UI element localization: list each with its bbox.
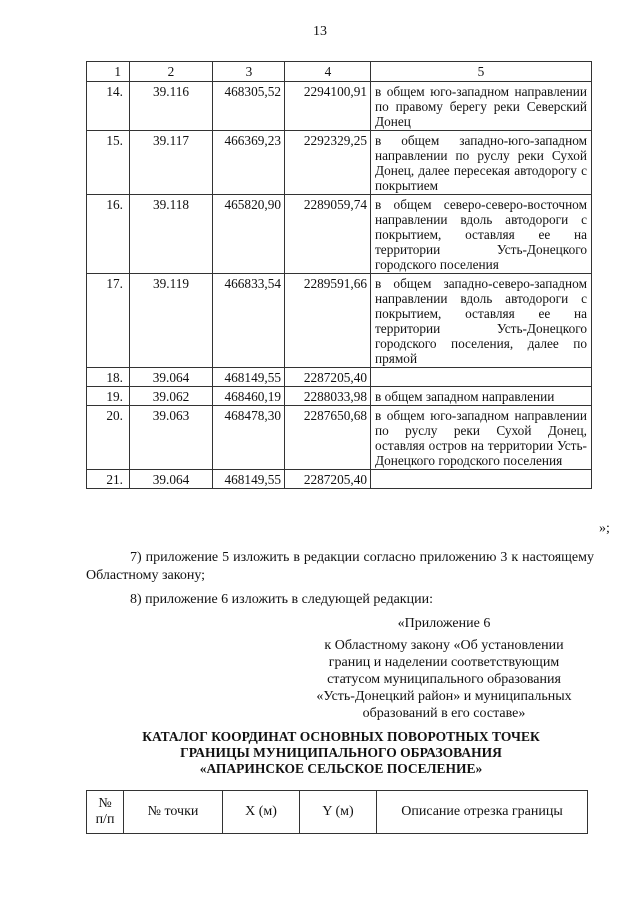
segment-description: в общем юго-западном направлении по правому берегу реки Северский Донец — [371, 82, 592, 131]
y-coordinate: 2294100,91 — [285, 82, 371, 131]
segment-description: в общем западно-юго-западном направлении по руслу реки Сухой Донец, далее пересекая автодорогу с покрытием — [371, 131, 592, 195]
header-cell-2: 2 — [130, 62, 213, 82]
point-number: 39.063 — [130, 406, 213, 470]
y-coordinate: 2287205,40 — [285, 470, 371, 489]
header-x: X (м) — [223, 791, 300, 834]
row-number: 17. — [87, 274, 130, 368]
catalog-title-line: КАТАЛОГ КООРДИНАТ ОСНОВНЫХ ПОВОРОТНЫХ ТОЧЕК — [142, 729, 540, 744]
point-number: 39.118 — [130, 195, 213, 274]
point-number: 39.062 — [130, 387, 213, 406]
x-coordinate: 468149,55 — [213, 368, 285, 387]
y-coordinate: 2287205,40 — [285, 368, 371, 387]
catalog-title — [86, 729, 596, 777]
point-number: 39.064 — [130, 470, 213, 489]
y-coordinate: 2288033,98 — [285, 387, 371, 406]
x-coordinate: 468305,52 — [213, 82, 285, 131]
appendix-description-line: образований в его составе» — [362, 706, 526, 721]
table-row — [87, 274, 592, 368]
header-point-number: № точки — [124, 791, 223, 834]
table-row — [87, 406, 592, 470]
catalog-header-row — [87, 791, 588, 834]
appendix-description-line: границ и наделении соответствующим — [328, 655, 560, 670]
header-description: Описание отрезка границы — [377, 791, 588, 834]
page-number: 13 — [313, 24, 327, 39]
header-y: Y (м) — [300, 791, 377, 834]
appendix-description — [292, 637, 596, 722]
appendix-description-line: к Областному закону «Об установлении — [324, 638, 564, 653]
point-number: 39.116 — [130, 82, 213, 131]
header-row-number — [87, 791, 124, 834]
x-coordinate: 468149,55 — [213, 470, 285, 489]
row-number: 19. — [87, 387, 130, 406]
table-row — [87, 368, 592, 387]
segment-description: в общем северо-северо-восточном направлении вдоль автодороги с покрытием, оставляя ее на территории Усть-Донецкого городского поселения — [371, 195, 592, 274]
row-number: 15. — [87, 131, 130, 195]
table-row — [87, 387, 592, 406]
header-cell-1: 1 — [87, 62, 130, 82]
header-cell-4: 4 — [285, 62, 371, 82]
row-number: 20. — [87, 406, 130, 470]
y-coordinate: 2289591,66 — [285, 274, 371, 368]
catalog-table — [86, 790, 588, 834]
y-coordinate: 2292329,25 — [285, 131, 371, 195]
segment-description: в общем западно-северо-западном направлении вдоль автодороги с покрытием, оставляя ее на территории Усть-Донецкого городского поселения, далее по прямой — [371, 274, 592, 368]
paragraph-item-7: 7) приложение 5 изложить в редакции согласно приложению 3 к настоящему Областному закону; — [86, 550, 594, 583]
header-number-abbrev: п/п — [95, 812, 115, 827]
x-coordinate: 466833,54 — [213, 274, 285, 368]
appendix-description-line: статусом муниципального образования — [327, 672, 561, 687]
closing-quote: »; — [599, 521, 610, 536]
catalog-title-line: ГРАНИЦЫ МУНИЦИПАЛЬНОГО ОБРАЗОВАНИЯ — [180, 745, 502, 760]
x-coordinate: 466369,23 — [213, 131, 285, 195]
point-number: 39.119 — [130, 274, 213, 368]
catalog-title-line: «АПАРИНСКОЕ СЕЛЬСКОЕ ПОСЕЛЕНИЕ» — [199, 761, 483, 776]
header-cell-3: 3 — [213, 62, 285, 82]
header-cell-5: 5 — [371, 62, 592, 82]
segment-description: в общем западном направлении — [371, 387, 592, 406]
row-number: 16. — [87, 195, 130, 274]
row-number: 14. — [87, 82, 130, 131]
paragraph-item-8: 8) приложение 6 изложить в следующей редакции: — [130, 592, 433, 607]
appendix-title: «Приложение 6 — [397, 616, 491, 631]
row-number: 21. — [87, 470, 130, 489]
segment-description: в общем юго-западном направлении по руслу реки Сухой Донец, оставляя остров на территории Усть-Донецкого городского поселения — [371, 406, 592, 470]
x-coordinate: 468478,30 — [213, 406, 285, 470]
table-row — [87, 131, 592, 195]
appendix-description-line: «Усть-Донецкий район» и муниципальных — [316, 689, 572, 704]
x-coordinate: 465820,90 — [213, 195, 285, 274]
row-number: 18. — [87, 368, 130, 387]
y-coordinate: 2289059,74 — [285, 195, 371, 274]
point-number: 39.117 — [130, 131, 213, 195]
coordinates-table — [86, 61, 592, 489]
segment-description — [371, 368, 592, 387]
point-number: 39.064 — [130, 368, 213, 387]
segment-description — [371, 470, 592, 489]
table-row — [87, 195, 592, 274]
table-row — [87, 470, 592, 489]
x-coordinate: 468460,19 — [213, 387, 285, 406]
y-coordinate: 2287650,68 — [285, 406, 371, 470]
table-header-row — [87, 62, 592, 82]
table-row — [87, 82, 592, 131]
header-number-sign: № — [98, 796, 112, 811]
